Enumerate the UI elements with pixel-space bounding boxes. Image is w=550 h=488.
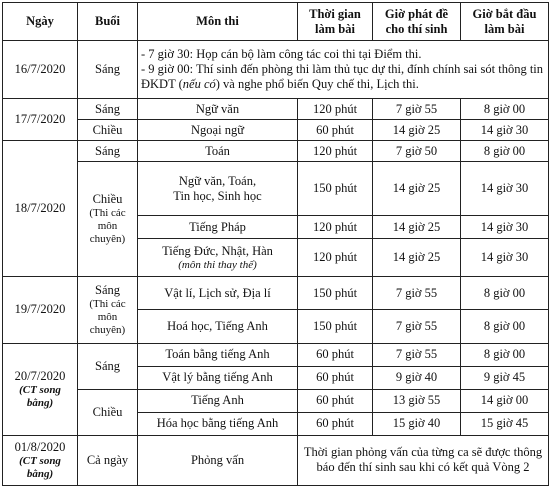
header-row: [3, 3, 549, 41]
start-cell: 14 giờ 00: [461, 389, 549, 412]
notice-cell: [138, 41, 549, 99]
table-row: [3, 99, 549, 120]
table-row: [3, 277, 549, 310]
duration-cell: 60 phút: [298, 343, 373, 366]
session-cell: Sáng: [78, 141, 138, 162]
subject-cell: Tiếng Pháp: [138, 216, 298, 239]
date-cell: 18/7/2020: [3, 141, 78, 277]
subject-cell: Hóa học bằng tiếng Anh: [138, 412, 298, 435]
duration-cell: 120 phút: [298, 239, 373, 277]
distribution-cell: 9 giờ 40: [373, 366, 461, 389]
start-cell: 14 giờ 30: [461, 239, 549, 277]
header-date: Ngày: [3, 3, 78, 41]
table-row: [3, 162, 549, 216]
distribution-cell: 14 giờ 25: [373, 239, 461, 277]
header-subject: Môn thi: [138, 3, 298, 41]
distribution-cell: 15 giờ 40: [373, 412, 461, 435]
start-cell: 8 giờ 00: [461, 99, 549, 120]
distribution-cell: 7 giờ 55: [373, 99, 461, 120]
header-session: Buổi: [78, 3, 138, 41]
subject-cell: Tiếng Đức, Nhật, Hàn (môn thi thay thế): [138, 239, 298, 277]
start-cell: 14 giờ 30: [461, 120, 549, 141]
date-note: (CT song bằng): [19, 383, 61, 409]
date-note: (CT song bằng): [19, 454, 61, 480]
duration-cell: 120 phút: [298, 216, 373, 239]
distribution-cell: 13 giờ 55: [373, 389, 461, 412]
session-cell: Sáng (Thi các môn chuyên): [78, 277, 138, 344]
notice-line: - 7 giờ 30: Họp cán bộ làm công tác coi thi tại Điểm thi.: [141, 47, 422, 62]
date-cell: 17/7/2020: [3, 99, 78, 141]
distribution-cell: 7 giờ 55: [373, 277, 461, 310]
start-cell: 15 giờ 45: [461, 412, 549, 435]
session-cell: Cả ngày: [78, 435, 138, 485]
subject-cell: Vật lí, Lịch sử, Địa lí: [138, 277, 298, 310]
subject-cell: Ngoại ngữ: [138, 120, 298, 141]
duration-cell: 60 phút: [298, 412, 373, 435]
distribution-cell: 14 giờ 25: [373, 120, 461, 141]
start-cell: 8 giờ 00: [461, 343, 549, 366]
start-cell: 8 giờ 00: [461, 277, 549, 310]
table-row: [3, 141, 549, 162]
duration-cell: 150 phút: [298, 162, 373, 216]
table-row: [3, 435, 549, 485]
header-start-time: Giờ bắt đầu làm bài: [461, 3, 549, 41]
date-cell: 01/8/2020 (CT song bằng): [3, 435, 78, 485]
start-cell: 9 giờ 45: [461, 366, 549, 389]
session-cell: Sáng: [78, 41, 138, 99]
session-cell: Chiều: [78, 389, 138, 435]
start-cell: 14 giờ 30: [461, 162, 549, 216]
subject-cell: Phỏng vấn: [138, 435, 298, 485]
duration-cell: 120 phút: [298, 99, 373, 120]
date-cell: 20/7/2020 (CT song bằng): [3, 343, 78, 435]
date-cell: 19/7/2020: [3, 277, 78, 344]
subject-cell: Hoá học, Tiếng Anh: [138, 310, 298, 343]
interview-note-cell: Thời gian phỏng vấn của từng ca sẽ được thông báo đến thí sinh sau khi có kết quả Vòng 2: [298, 435, 549, 485]
distribution-cell: 14 giờ 25: [373, 162, 461, 216]
distribution-cell: 14 giờ 25: [373, 216, 461, 239]
subject-cell: Tiếng Anh: [138, 389, 298, 412]
session-cell: Sáng: [78, 99, 138, 120]
table-row: [3, 120, 549, 141]
start-cell: 8 giờ 00: [461, 310, 549, 343]
duration-cell: 150 phút: [298, 310, 373, 343]
session-cell: Chiều (Thi các môn chuyên): [78, 162, 138, 277]
duration-cell: 150 phút: [298, 277, 373, 310]
notice-line: - 9 giờ 00: Thí sinh đến phòng thi làm thủ tục dự thi, đính chính sai sót thông tin ĐKDT (nếu có) và nghe phổ biến Quy chế thi, Lịch thi.: [141, 62, 544, 92]
duration-cell: 60 phút: [298, 120, 373, 141]
duration-cell: 60 phút: [298, 366, 373, 389]
subject-cell: Toán: [138, 141, 298, 162]
header-duration: Thời gian làm bài: [298, 3, 373, 41]
session-note: (Thi các môn chuyên): [89, 297, 126, 337]
header-distribution-time: Giờ phát đề cho thí sinh: [373, 3, 461, 41]
session-note: (Thi các môn chuyên): [89, 206, 126, 246]
subject-cell: Ngữ văn: [138, 99, 298, 120]
session-cell: Chiều: [78, 120, 138, 141]
distribution-cell: 7 giờ 50: [373, 141, 461, 162]
date-cell: 16/7/2020: [3, 41, 78, 99]
table-row: [3, 389, 549, 412]
subject-cell: Toán bằng tiếng Anh: [138, 343, 298, 366]
distribution-cell: 7 giờ 55: [373, 343, 461, 366]
start-cell: 8 giờ 00: [461, 141, 549, 162]
subject-cell: Vật lý bằng tiếng Anh: [138, 366, 298, 389]
subject-cell: Ngữ văn, Toán, Tin học, Sinh học: [138, 162, 298, 216]
start-cell: 14 giờ 30: [461, 216, 549, 239]
duration-cell: 60 phút: [298, 389, 373, 412]
duration-cell: 120 phút: [298, 141, 373, 162]
exam-schedule-table: [2, 2, 549, 486]
table-row: [3, 343, 549, 366]
subject-note: (môn thi thay thế): [178, 258, 257, 271]
table-row: [3, 41, 549, 99]
session-cell: Sáng: [78, 343, 138, 389]
distribution-cell: 7 giờ 55: [373, 310, 461, 343]
